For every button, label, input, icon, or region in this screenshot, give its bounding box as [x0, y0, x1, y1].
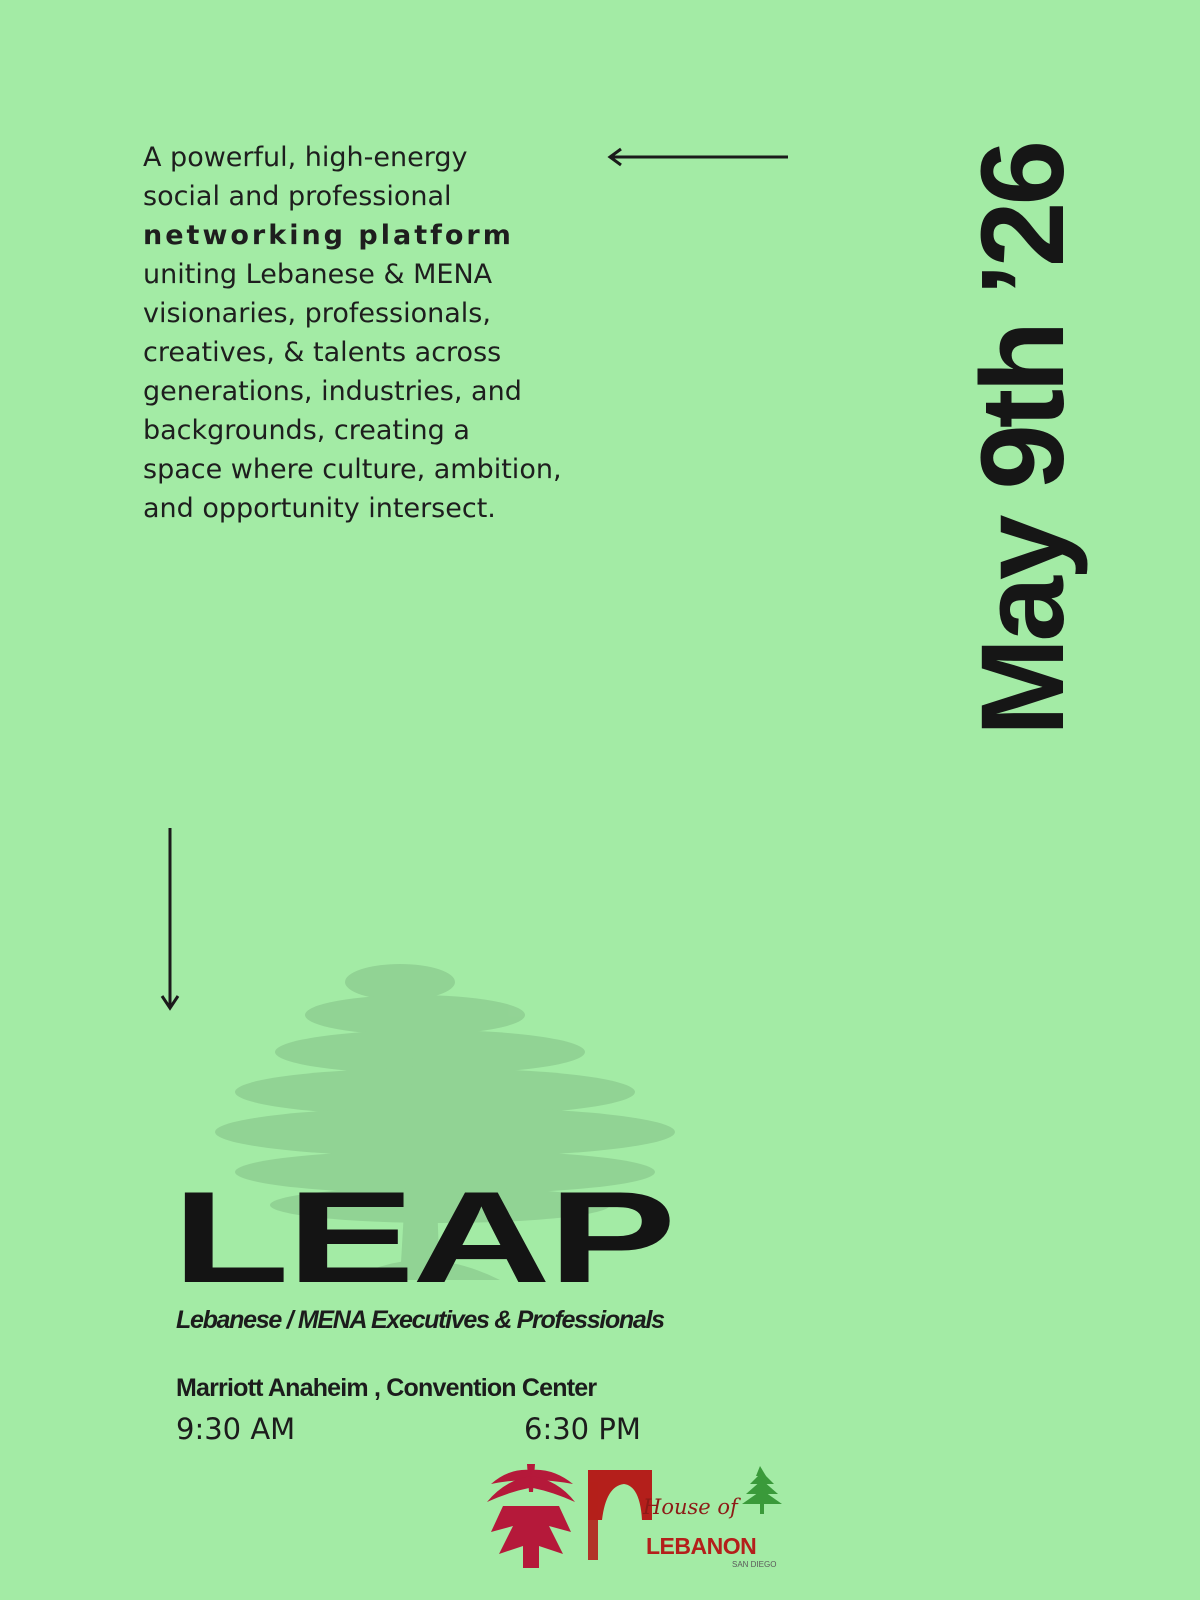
event-subtitle: Lebanese / MENA Executives & Professionals	[176, 1306, 664, 1334]
description-line: social and professional	[143, 181, 452, 212]
event-title: LEAP	[172, 1164, 674, 1310]
cedar-palm-logo-icon	[483, 1462, 579, 1570]
description-line: space where culture, ambition,	[143, 454, 562, 485]
description-highlight: networking platform	[143, 220, 514, 251]
end-time: 6:30 PM	[524, 1412, 641, 1446]
event-description	[143, 138, 603, 528]
description-line: generations, industries, and	[143, 376, 522, 407]
event-venue: Marriott Anaheim , Convention Center	[176, 1374, 597, 1402]
arrow-down-icon	[158, 828, 182, 1013]
description-line: visionaries, professionals,	[143, 298, 491, 329]
logo-script-text: House of	[643, 1495, 738, 1519]
description-line: A powerful, high-energy	[143, 142, 468, 173]
description-line: uniting Lebanese & MENA	[143, 259, 493, 290]
description-line: creatives, & talents across	[143, 337, 502, 368]
logo-tagline: SAN DIEGO	[732, 1560, 777, 1569]
start-time: 9:30 AM	[176, 1412, 296, 1446]
event-date: May 9th ’26	[957, 143, 1089, 737]
description-line: backgrounds, creating a	[143, 415, 470, 446]
logo-brand-text: LEBANON	[646, 1533, 757, 1559]
description-line: and opportunity intersect.	[143, 493, 496, 524]
arrow-left-icon	[605, 147, 790, 167]
